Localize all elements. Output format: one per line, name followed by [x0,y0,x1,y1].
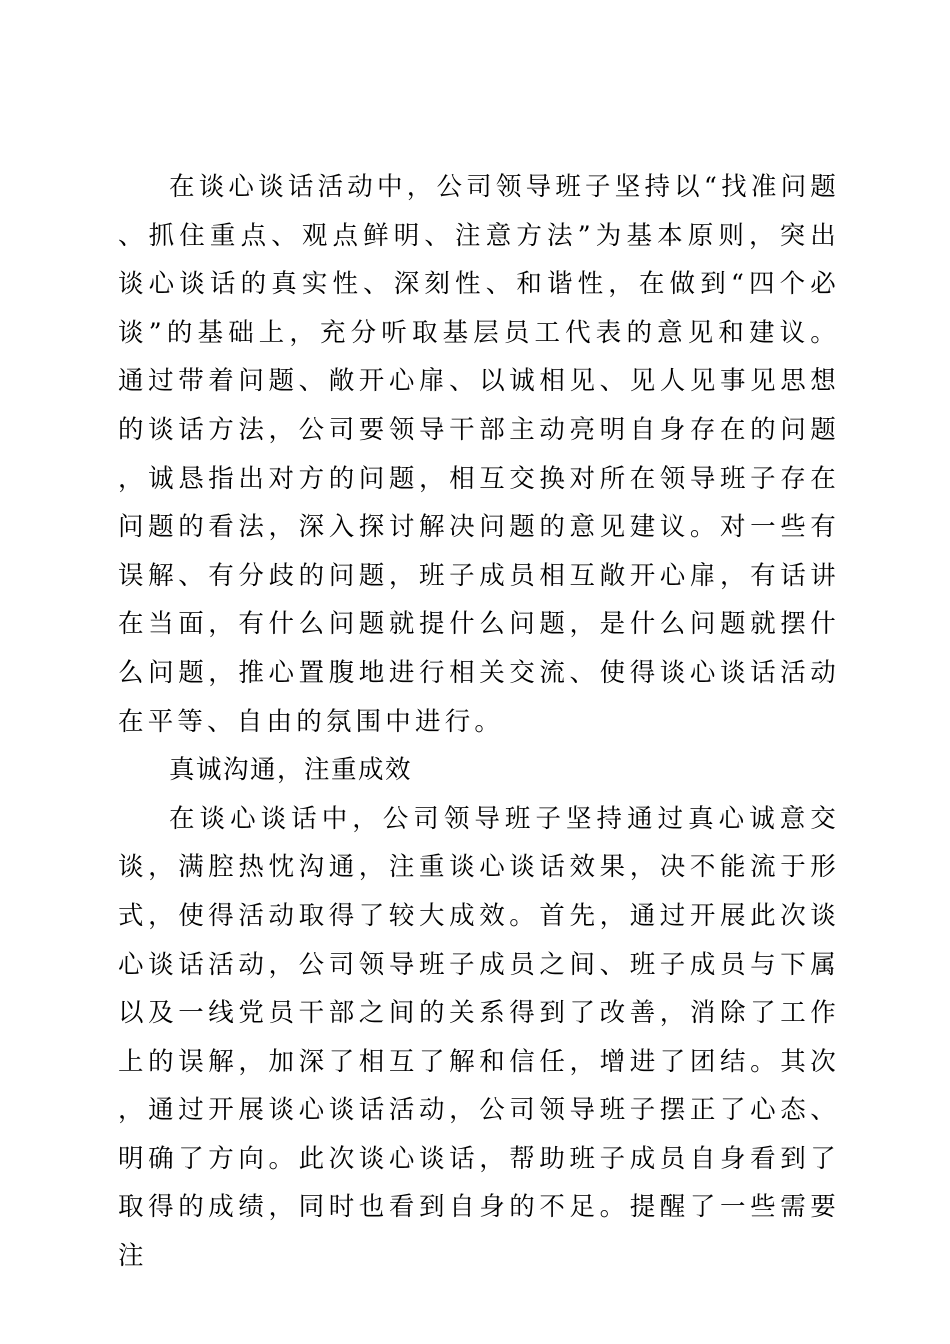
paragraph-talk-results: 在谈心谈话中，公司领导班子坚持通过真心诚意交谈，满腔热忱沟通，注重谈心谈话效果，决不能流于形式，使得活动取得了较大成效。首先，通过开展此次谈心谈话活动，公司领导班子成员之间、班子成员与下属以及一线党员干部之间的关系得到了改善，消除了工作上的误解，加深了相互了解和信任，增进了团结。其次，通过开展谈心谈话活动，公司领导班子摆正了心态、明确了方向。此次谈心谈话，帮助班子成员自身看到了取得的成绩，同时也看到自身的不足。提醒了一些需要注 [118,803,840,1272]
paragraph-talk-principles: 在谈心谈话活动中，公司领导班子坚持以“找准问题、抓住重点、观点鲜明、注意方法”为基本原则，突出谈心谈话的真实性、深刻性、和谐性，在做到“四个必谈”的基础上，充分听取基层员工代表的意见和建议。通过带着问题、敞开心扉、以诚相见、见人见事见思想的谈话方法，公司要领导干部主动亮明自身存在的问题，诚恳指出对方的问题，相互交换对所在领导班子存在问题的看法，深入探讨解决问题的意见建议。对一些有误解、有分歧的问题，班子成员相互敞开心扉，有话讲在当面，有什么问题就提什么问题，是什么问题就摆什么问题，推心置腹地进行相关交流、使得谈心谈话活动在平等、自由的氛围中进行。 [118,172,840,737]
document-body [118,163,840,1281]
section-heading-communication: 真诚沟通，注重成效 [169,755,413,786]
